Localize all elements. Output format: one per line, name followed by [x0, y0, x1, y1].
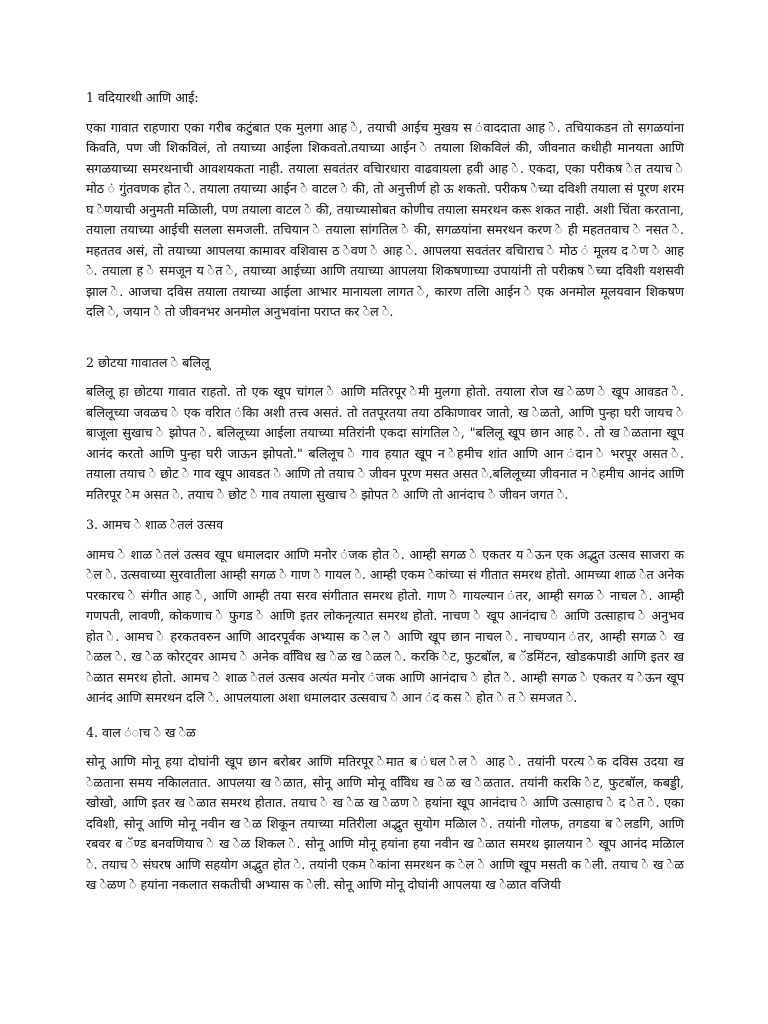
section-heading: 2 छोटया गावातल े बलिलू	[86, 354, 210, 370]
section-3	[86, 515, 684, 709]
section-paragraph: आमच े शाळ ेतलं उत्सव खूप धमालदार आणि मनोर ंजक होत े. आम्ही सगळ े एकतर य ेऊन एक अद्भुत उत्सव साजरा क ेल े. उत्सवाच्या सुरवातीला आम्ही सगळ े गाण े गायल े. आम्ही एकम ेकांच्या सं गीतात समरथ होतो. आमच्या शाळ ेत अनेक परकारच े संगीत आह े, आणि आम्ही तया सरव संगीतात समरथ होतो. गाण े गायल्यान ंतर, आम्ही सगळ े नाचल े. आम्ही गणपती, लावणी, कोकणाच े फुगड े आणि इतर लोकनृत्यात समरथ होतो. नाचण े खूप आनंदाच े आणि उत्साहाच े अनुभव होत े. आमच े हरकतवरुन आणि आदरपूर्वक अभ्यास क ेल े आणि खूप छान नाचल े. नाचण्यान ंतर, आम्ही सगळ े ख ेळल े. ख ेळ कोरट्वर आमच े अनेक ववििध ख ेळ ख ेळल े. करकि ेट, फुटबॉल, ब ॅडमिंटन, खोडकपाडी आणि इतर ख ेळात समरथ होतो. आमच े शाळ ेतलं उत्सव अत्यंत मनोर ंजक आणि आनंदाच े होत े. आम्ही सगळ े एकतर य ेऊन खूप आनंद आणि समरथन दलि े. आपलयाला अशा धमालदार उत्सवाच े आन ंद कस े होत े त े समजत े.	[86, 546, 684, 705]
section-2	[86, 353, 684, 506]
section-heading: 4. वाल ंाच े ख ेळ	[86, 724, 196, 740]
section-1	[86, 88, 684, 323]
document-page	[86, 88, 684, 896]
section-paragraph: सोनू आणि मोनू हया दोघांनी खूप छान बरोबर आणि मतिरपूर ेमात ब ंधल ेल े आह े. तयांनी परत्य ेक दविस उदया ख ेळताना समय नकिालतात. आपलया ख ेळात, सोनू आणि मोनू ववििध ख ेळ ख ेळतात. तयांनी करकि ेट, फुटबॉल, कबड्डी, खोखो, आणि इतर ख ेळात समरथ होतात. तयाच े ख ेळ ख ेळण े हयांना खूप आनंदाच े आणि उत्साहाच े द ेत े. एका दविशी, सोनू आणि मोनू नवीन ख ेळ शिकून तयाच्या मतिरीला अद्भुत सुयोग मळिाल े. तयांनी गोलफ, तगडया ब ेलडगि, आणि रबवर ब ॅण्ड बनवणियाच े ख ेळ शिकल े. सोनू आणि मोनू हयांना हया नवीन ख ेळात समरथ झालयान े खूप आनंद मळिाल े. तयाच े संघरष आणि सहयोग अद्भुत होत े. तयांनी एकम ेकांना समरथन क ेल े आणि खूप मसती क ेली. तयाच े ख ेळ ख ेळण े हयांना नकलात सकतीची अभ्यास क ेली. सोनू आणि मोनू दोघांनी आपलया ख ेळात वजियी	[86, 754, 684, 892]
section-heading: 3. आमच े शाळ ेतलं उत्सव	[86, 517, 224, 532]
section-heading: 1 वदियारथी आणि आई:	[86, 90, 199, 105]
section-4	[86, 723, 684, 896]
section-paragraph: एका गावात राहणारा एका गरीब कटुंबात एक मुलगा आह े, तयाची आईच मुखय स ंवाददाता आह े. तचियाकडन तो सगळयांना किवति, पण जी शिकविलं, तो तयाच्या आईला शिकवतो.तयाच्या आईन े तयाला शिकविलं की, जीवनात कधीही मानयता आणि सगळयाच्या समरथनाची आवशयकता नाही. तयाला सवतंतर वचिारधारा वाढवायला हवी आह े. एकदा, एका परीकष ेत तयाच े मोठ ं गुंतवणक होत े. तयाला तयाच्या आईन े वाटल े की, तो अनुत्तीर्ण हो ऊ शकतो. परीकष ेच्या दविशी तयाला सं पूरण शरम घ ेणयाची अनुमती मळिाली, पण तयाला वाटल े की, तयाच्यासोबत कोणीच तयाला समरथन करू शकत नाही. अशी चिंता करताना, तयाला तयाच्या आईची सलला समजली. तचियान े तयाला सांगतिल े की, सगळयांना समरथन करण े ही महततवाच े नसत े. महततव असं, तो तयाच्या आपलया कामावर वशिवास ठ ेवण े आह े. आपलया सवतंतर वचिाराच े मोठ ं मूलय द ेण े आह े. तयाला ह े समजून य ेत े, तयाच्या आईच्या आणि तयाच्या आपलया शिकषणाच्या उपायांनी तो परीकष ेच्या दविशी यशसवी झाल े. आजचा दविस तयाला तयाच्या आईला आभार मानायला लागत े, कारण तलिा आईन े एक अनमोल मूलयवान शिकषण दलि े, जयान े तो जीवनभर अनमोल अनुभवांना पराप्त कर ेल े.	[86, 119, 684, 319]
section-paragraph: बलिलू हा छोटया गावात राहतो. तो एक खूप चांगल े आणि मतिरपूर ेमी मुलगा होतो. तयाला रोज ख ेळण े खूप आवडत े. बलिलूच्या जवळच े एक वरिात ंकिा अशी तत्त्व असतं. तो ततपूरतया तया ठकिाणावर जातो, ख ेळतो, आणि पुन्हा घरी जायच े बाजूला सुखाच े झोपत े. बलिलूच्या आईला तयाच्या मतिरांनी एकदा सांगतिल े, "बलिलू खूप छान आह े. तो ख ेळताना खूप आनंद करतो आणि पुन्हा घरी जाऊन झोपतो." बलिलूच े गाव हयात खूप न ेहमीच शांत आणि आन ंदान े भरपूर असत े. तयाला तयाच े छोट े गाव खूप आवडत े आणि तो तयाच े जीवन पूरण मसत असत े.बलिलूच्या जीवनात न ेहमीच आनंद आणि मतिरपूर ेम असत े. तयाच े छोट े गाव तयाला सुखाच े झोपत े आणि तो आनंदाच े जीवन जगत े.	[86, 384, 684, 502]
